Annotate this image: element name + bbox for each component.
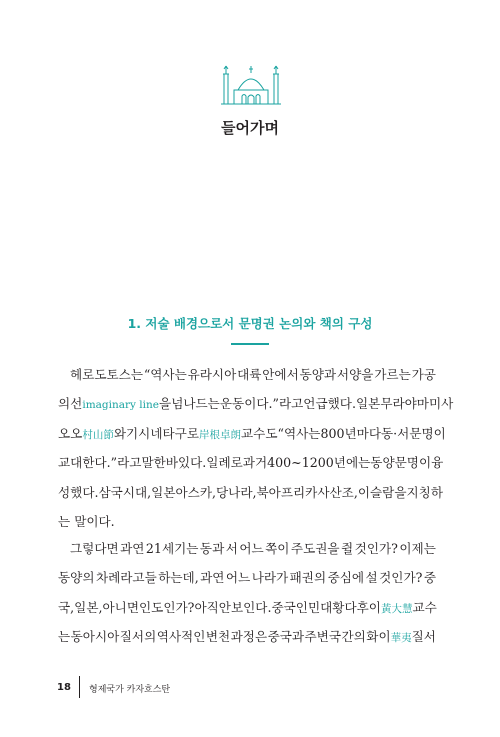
word: 화이華夷질서 [366,622,436,651]
word: 그렇다면 [70,541,119,556]
annotation: 村山節 [82,428,114,441]
word: 설 [365,570,378,586]
word: 동양과 [299,367,337,382]
word: 것인가? [379,570,423,586]
word: 쥘 [341,541,354,556]
word: 교수도 [241,425,278,441]
text-line [58,534,436,563]
word: 는 [58,513,71,529]
word: 중국 [271,599,296,615]
text-line [58,419,446,448]
word: 과정은 [230,629,268,645]
word: 일본, [74,599,103,615]
word: 바 [165,455,178,471]
running-title: 형제국가 카자흐스탄 [89,685,171,695]
word: 중국과 [267,629,305,645]
word: 서 [225,541,238,556]
word: 미사 [428,396,454,412]
word: 무라야마 [380,396,429,412]
text-line [58,478,444,507]
word: 역사적인 [156,629,206,645]
word: 타구로岸根卓朗 [163,419,242,448]
word: 넘나드는 [171,396,220,412]
word: 이슬람을 [357,484,407,500]
word: 주변국 [304,629,342,645]
word: 일본 [355,396,381,412]
word: 의 [58,396,71,412]
word: 선imaginary line을 [70,389,171,418]
word: 사산조, [317,484,358,500]
text-line [58,448,444,477]
mosque-icon [220,60,282,106]
word: 삼국시대, [98,484,152,500]
word: 문명이 [394,455,432,471]
word: 운동이다.”라고 [219,396,304,412]
word: 주도권을 [290,541,340,556]
paragraph-1 [58,360,454,536]
word: 융 [431,455,444,471]
word: 이제는 [399,541,436,556]
annotation: 黃大慧 [380,602,413,615]
text-line [58,563,436,592]
page-number: 18 [57,682,71,693]
word: 문명이 [409,425,446,441]
word: 동양의 [58,570,95,586]
word: 지칭하 [406,484,444,500]
footer-divider [79,676,80,698]
word: 차례라고들 [95,570,157,586]
word: 대륙 [237,367,262,382]
text-line [58,507,436,536]
word: 헤로도토스는 [70,367,143,382]
word: 국, [58,599,75,615]
word: 보인다. [230,599,272,615]
word: 어느 [225,570,251,586]
word: 과연 [200,570,225,586]
word: 말한 [141,455,166,471]
word: 하는데, [158,570,199,586]
word: 800년마다 [320,425,381,441]
word: 당나라, [216,484,257,500]
word: 동과 [199,541,225,556]
text-line [58,622,436,651]
word: 아스카, [175,484,217,500]
word: 중심에 [327,570,365,586]
word: 400~1200년에는 [267,455,371,471]
word: 간의 [341,629,366,645]
word: 패권의 [289,570,327,586]
word: “역사는 [277,425,321,441]
annotation: imaginary line [82,399,160,412]
word: 어느 [239,541,264,556]
section-title: 1. 저술 배경으로서 문명권 논의와 책의 구성 [127,316,373,331]
word: 황다후이黃大慧 [332,593,412,622]
word: 중 [423,570,436,586]
word: 인도인가? [139,599,195,615]
word: 오오村山節와 [58,419,126,448]
word: 는 [58,629,71,645]
text-line [58,360,436,389]
word: 교대한다.”라고 [58,455,142,471]
word: 것인가? [354,541,398,556]
chapter-title: 들어가며 [221,119,279,137]
word: 일본 [151,484,176,500]
word: 성했다. [58,484,99,500]
annotation: 華夷 [390,632,412,645]
word: 말이다. [74,513,115,529]
word: 21세기는 [145,541,199,556]
word: 아직 [194,599,219,615]
word: 나라가 [251,570,289,586]
word: 있다. [177,455,207,471]
word: 과연 [120,541,145,556]
word: 변천 [205,629,231,645]
word: 서양을 [336,367,374,382]
word: 교수 [412,599,437,615]
word: 북아프리카 [256,484,318,500]
paragraph-2 [58,534,436,652]
word: 언급했다. [303,396,356,412]
word: 동·서 [381,425,410,441]
word: 아니면 [102,599,140,615]
word: 동아시아 [70,629,120,645]
annotation: 岸根卓朗 [199,428,242,441]
word: 쪽이 [265,541,290,556]
section-divider [231,343,269,345]
text-line [58,593,436,622]
word: 가공 [411,367,436,382]
word: 질서의 [119,629,157,645]
word: 안 [218,599,231,615]
word: 일례로 [206,455,243,471]
word: 가르는 [374,367,411,382]
word: 인민대 [295,599,333,615]
word: 유라시아 [187,367,237,382]
word: “역사는 [143,367,187,382]
word: 동양 [370,455,395,471]
word: 과거 [242,455,268,471]
text-line [58,389,454,418]
word: 기시네 [126,425,163,441]
word: 안에서 [262,367,299,382]
